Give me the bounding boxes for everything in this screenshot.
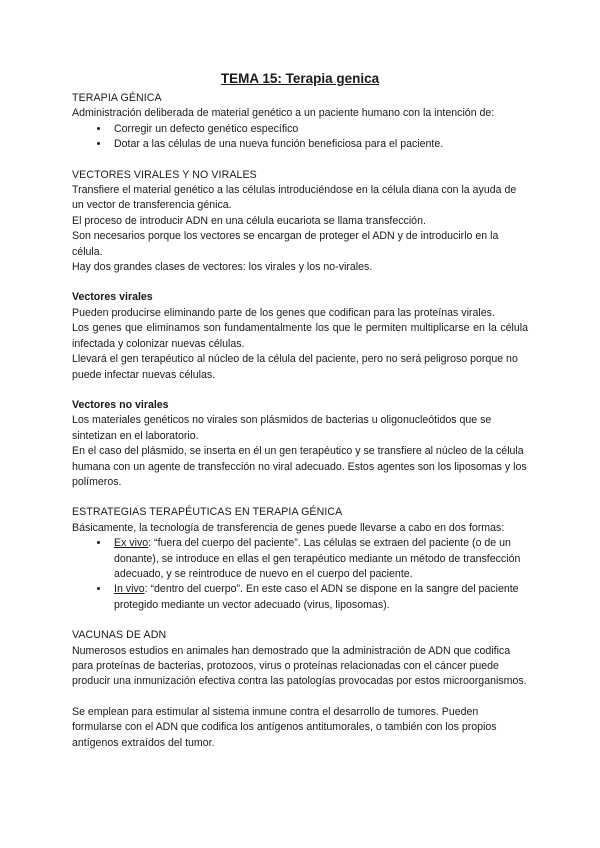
- paragraph: Se emplean para estimular al sistema inmune contra el desarrollo de tumores. Pueden formularse con el ADN que codifica los antígenos antitumorales, o también con los propios antígenos extraídos del tumor.: [72, 705, 497, 749]
- paragraph: Llevará el gen terapéutico al núcleo de la célula del paciente, pero no será peligroso porque no puede infectar nuevas células.: [72, 353, 518, 381]
- section-heading-vectores-virales: Vectores virales: [72, 291, 153, 304]
- paragraph: El proceso de introducir ADN en una célula eucariota se llama transfección.: [72, 214, 426, 227]
- paragraph: Los materiales genéticos no virales son plásmidos de bacterias u oligonucleótidos que se sintetizan en el laboratorio.: [72, 414, 492, 442]
- document-body: [72, 70, 528, 751]
- section-heading-vectores-no-virales: Vectores no virales: [72, 398, 169, 411]
- paragraph: Administración deliberada de material genético a un paciente humano con la intención de:: [72, 107, 495, 120]
- term-in-vivo: In vivo: [114, 583, 145, 596]
- list-item: [110, 536, 528, 582]
- paragraph: Numerosos estudios en animales han demostrado que la administración de ADN que codifica para proteínas de bacterias, protozoos, virus o proteínas relacionadas con el cáncer puede producir una inmunización efectiva contra las patologías provocadas por estos microorganismos.: [72, 644, 527, 688]
- bullet-list: [72, 122, 528, 153]
- list-item: • Corregir un defecto genético específico: [110, 122, 528, 137]
- paragraph: Hay dos grandes clases de vectores: los virales y los no-virales.: [72, 261, 373, 274]
- page-title: TEMA 15: Terapia genica: [220, 71, 380, 86]
- paragraph: Son necesarios porque los vectores se encargan de proteger el ADN y de introducirlo en la célula.: [72, 230, 499, 258]
- section-heading-vacunas: VACUNAS DE ADN: [72, 629, 167, 642]
- paragraph: Básicamente, la tecnología de transferencia de genes puede llevarse a cabo en dos formas:: [72, 521, 505, 534]
- list-item: [110, 582, 528, 613]
- list-item-text: : “dentro del cuerpo”. En este caso el ADN se dispone en la sangre del paciente protegido mediante un vector adecuado (virus, liposomas).: [114, 583, 519, 611]
- section-heading-vectores: VECTORES VIRALES Y NO VIRALES: [72, 168, 257, 181]
- section-heading-terapia-genica: TERAPIA GÉNICA: [72, 92, 162, 104]
- paragraph: Transfiere el material genético a las células introduciéndose en la célula diana con la ayuda de un vector de transferencia génica.: [72, 184, 517, 212]
- list-item: • Dotar a las células de una nueva función beneficiosa para el paciente.: [110, 137, 528, 152]
- section-heading-estrategias: ESTRATEGIAS TERAPÉUTICAS EN TERAPIA GÉNICA: [72, 506, 343, 519]
- list-item-text: : “fuera del cuerpo del paciente”. Las células se extraen del paciente (o de un donante), se introduce en ellas el gen terapéutico mediante un método de transfección adecuado, y se reintroduce de nuevo en el cuerpo del paciente.: [114, 537, 521, 580]
- paragraph: En el caso del plásmido, se inserta en él un gen terapéutico y se transfiere al núcleo de la célula humana con un agente de transfección no viral adecuado. Estos agentes son los liposomas y los polímeros.: [72, 445, 527, 488]
- paragraph: Los genes que eliminamos son fundamentalmente los que le permiten multiplicarse en la célula infectada y colonizar nuevas células.: [72, 322, 528, 350]
- term-ex-vivo: Ex vivo: [114, 537, 149, 550]
- bullet-list: [72, 536, 528, 613]
- paragraph: Pueden producirse eliminando parte de los genes que codifican para las proteínas virales.: [72, 306, 495, 319]
